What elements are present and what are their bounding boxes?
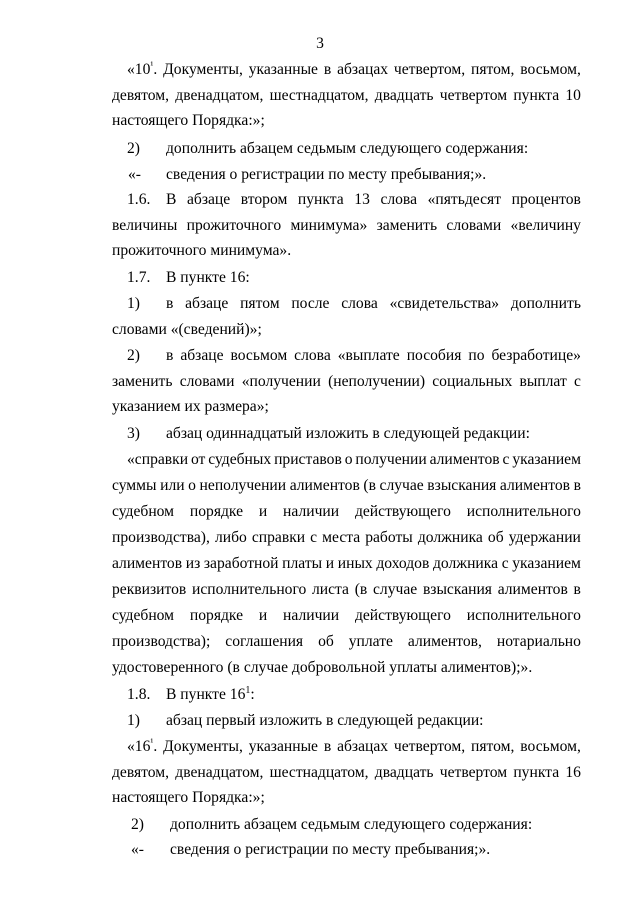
word: указанием (512, 451, 581, 468)
quote-line-4 (112, 528, 581, 548)
quote-text: сведения о регистрации по месту пребывания;». (170, 841, 491, 858)
word: наличии (283, 607, 340, 624)
word: пункта (297, 191, 344, 208)
word: доходов (376, 555, 430, 572)
word: взыскания (422, 581, 492, 598)
word: действующего (354, 503, 451, 520)
word: должника (417, 529, 483, 546)
word: пятом, (471, 738, 515, 755)
word: пособия (406, 347, 462, 364)
item-3-text: абзац одиннадцатый изложить в следующей редакции: (166, 425, 530, 442)
word: нотариально (496, 633, 581, 650)
page-number: 3 (316, 35, 324, 52)
word: девятом, (112, 764, 170, 781)
quote-mark: «- (131, 841, 144, 858)
word: слова (294, 347, 331, 364)
word: величины (112, 217, 178, 234)
word: пятом, (471, 61, 515, 78)
word: «свидетельства» (389, 295, 500, 312)
item-text: дополнить абзацем седьмым следующего содержания: (170, 816, 533, 833)
word: исполнительного (192, 581, 307, 598)
word: иных (337, 555, 373, 572)
word: случае (373, 581, 418, 598)
word: безработице» (491, 347, 581, 364)
word: прожиточного (186, 217, 282, 234)
quote-line-8 (112, 632, 581, 652)
section-1-8-text: В пункте $16^1$: (166, 685, 255, 703)
word: в (323, 738, 332, 755)
word: случае (379, 477, 424, 494)
word: судебных (208, 451, 272, 468)
word: процентов (511, 191, 581, 208)
word: слова (380, 191, 418, 208)
word: дополнить (510, 295, 581, 312)
word: уплате (348, 633, 393, 650)
word: судебном (112, 503, 175, 520)
word: работы (365, 529, 413, 546)
word: либо (214, 529, 247, 546)
word: втором (240, 191, 288, 208)
word: из (185, 555, 201, 572)
word: соглашения (225, 633, 304, 650)
item-1-line-1 (166, 294, 581, 314)
word: порядке (189, 503, 244, 520)
word: двадцать (374, 764, 434, 781)
paragraph-16-1-line-3: настоящего Порядка:»; (112, 789, 265, 806)
word: слова (341, 295, 378, 312)
item-number: 1) (127, 712, 140, 729)
word: социальных (432, 373, 513, 390)
word: об (487, 529, 504, 546)
word: пункта (513, 87, 560, 104)
word: восьмом, (520, 738, 581, 755)
word: должника (433, 555, 499, 572)
word: словами (179, 373, 235, 390)
item-number: 2) (131, 816, 144, 833)
item-1-line-2: словами «(сведений)»; (112, 321, 262, 338)
word: удержании (508, 529, 581, 546)
paragraph-10-1-line-2 (112, 86, 581, 106)
word: и (258, 503, 268, 520)
word: минимума» (290, 217, 368, 234)
word: после (291, 295, 330, 312)
word: с (502, 451, 510, 468)
word: (неполучении) (328, 373, 426, 390)
item-2-line-2 (112, 372, 581, 392)
word: четвертом (439, 87, 508, 104)
item-2-line-1 (166, 346, 581, 366)
item-number: 1) (127, 295, 140, 312)
word: с (310, 529, 318, 546)
item-text: дополнить абзацем седьмым следующего содержания: (166, 140, 529, 157)
word: (в (354, 581, 368, 598)
word: платы (282, 555, 323, 572)
word: и (258, 607, 268, 624)
quote-line-6 (112, 580, 581, 600)
quote-mark: «- (128, 166, 141, 183)
word: «$10^{^1}$. (127, 60, 158, 78)
word: по (468, 347, 485, 364)
word: шестнадцатом, (269, 87, 369, 104)
word: действующего (354, 607, 451, 624)
paragraph-10-1-line-1 (127, 60, 581, 80)
word: двенадцатом, (175, 87, 264, 104)
word: заменить (112, 373, 173, 390)
word: «пятьдесят (427, 191, 502, 208)
word: алиментов, (407, 633, 482, 650)
word: двенадцатом, (175, 764, 264, 781)
word: В (166, 191, 177, 208)
word: восьмом (230, 347, 288, 364)
item-2-line-3: указанием их размера»; (112, 398, 269, 415)
word: неполучении (199, 477, 287, 494)
paragraph-10-1-line-3: настоящего Порядка:»; (112, 112, 265, 129)
word: абзаце (186, 191, 231, 208)
word: производства); (112, 633, 211, 650)
word: с (501, 555, 509, 572)
word: исполнительного (466, 503, 581, 520)
word: абзаце (185, 295, 229, 312)
word: суммы (112, 477, 157, 494)
quote-text: сведения о регистрации по месту пребывания;». (166, 166, 487, 183)
word: пункта (513, 764, 560, 781)
word: 16 (565, 764, 581, 781)
word: в (573, 581, 581, 598)
word: порядке (189, 607, 244, 624)
word: четвертом (439, 764, 508, 781)
word: взыскания (427, 477, 497, 494)
word: исполнительного (466, 607, 581, 624)
word: «справки (127, 451, 189, 468)
word: словами (446, 217, 502, 234)
word: наличии (283, 503, 340, 520)
word: девятом, (112, 87, 170, 104)
word: указанные (248, 738, 318, 755)
section-number: 1.8. (127, 686, 151, 703)
quote-line-9: удостоверенного (в случае добровольной уплаты алиментов);». (112, 659, 533, 676)
word: двадцать (374, 87, 434, 104)
quote-line-7 (112, 606, 581, 626)
word: указанием (512, 555, 581, 572)
section-1-7-text: В пункте 16: (166, 269, 250, 286)
section-number: 1.7. (127, 269, 151, 286)
word: приставов (274, 451, 342, 468)
word: с (574, 373, 581, 390)
word: в (323, 61, 332, 78)
word: абзацах (337, 61, 389, 78)
word: заработной (203, 555, 279, 572)
quote-line-1 (127, 450, 581, 470)
word: в (166, 295, 174, 312)
word: алиментов (497, 581, 568, 598)
word: алиментов (289, 477, 360, 494)
word: (в (363, 477, 376, 494)
paragraph-16-1-line-2 (112, 763, 581, 783)
item-number: 3) (127, 425, 140, 442)
word: «величину (510, 217, 581, 234)
section-1-6-line-2 (112, 216, 581, 236)
word: в (573, 477, 581, 494)
word: 13 (354, 191, 370, 208)
word: восьмом, (520, 61, 581, 78)
word: получении (355, 451, 427, 468)
word: алиментов (499, 477, 571, 494)
word: «выплате (337, 347, 400, 364)
word: от (190, 451, 206, 468)
word: справки (251, 529, 306, 546)
word: алиментов (112, 555, 183, 572)
word: Документы, (163, 61, 243, 78)
section-number: 1.6. (127, 191, 151, 208)
section-1-6-line-1 (166, 190, 581, 210)
word: «$16^{^1}$. (127, 737, 158, 755)
word: алиментов (429, 451, 500, 468)
word: заменить (376, 217, 438, 234)
word: шестнадцатом, (269, 764, 369, 781)
quote-line-2 (112, 476, 581, 496)
word: листа (312, 581, 349, 598)
word: указанные (248, 61, 318, 78)
word: выплат (519, 373, 567, 390)
word: реквизитов (112, 581, 187, 598)
word: в (166, 347, 174, 364)
word: «получении (241, 373, 321, 390)
item-number: 2) (127, 140, 140, 157)
word: и (325, 555, 335, 572)
word: Документы, (163, 738, 243, 755)
item-1-text: абзац первый изложить в следующей редакции: (166, 712, 484, 729)
word: о (188, 477, 196, 494)
word: четвертом, (393, 738, 466, 755)
word: или (160, 477, 185, 494)
paragraph-16-1-line-1 (127, 737, 581, 757)
item-number: 2) (127, 347, 140, 364)
word: об (318, 633, 334, 650)
word: четвертом, (393, 61, 466, 78)
quote-line-3 (112, 502, 581, 522)
quote-line-5 (112, 554, 581, 574)
word: о (344, 451, 353, 468)
word: судебном (112, 607, 175, 624)
word: 10 (565, 87, 581, 104)
section-1-6-line-3: прожиточного минимума». (112, 242, 292, 259)
word: абзацах (337, 738, 389, 755)
word: абзаце (180, 347, 224, 364)
word: пятом (240, 295, 280, 312)
word: производства), (112, 529, 210, 546)
word: места (322, 529, 361, 546)
